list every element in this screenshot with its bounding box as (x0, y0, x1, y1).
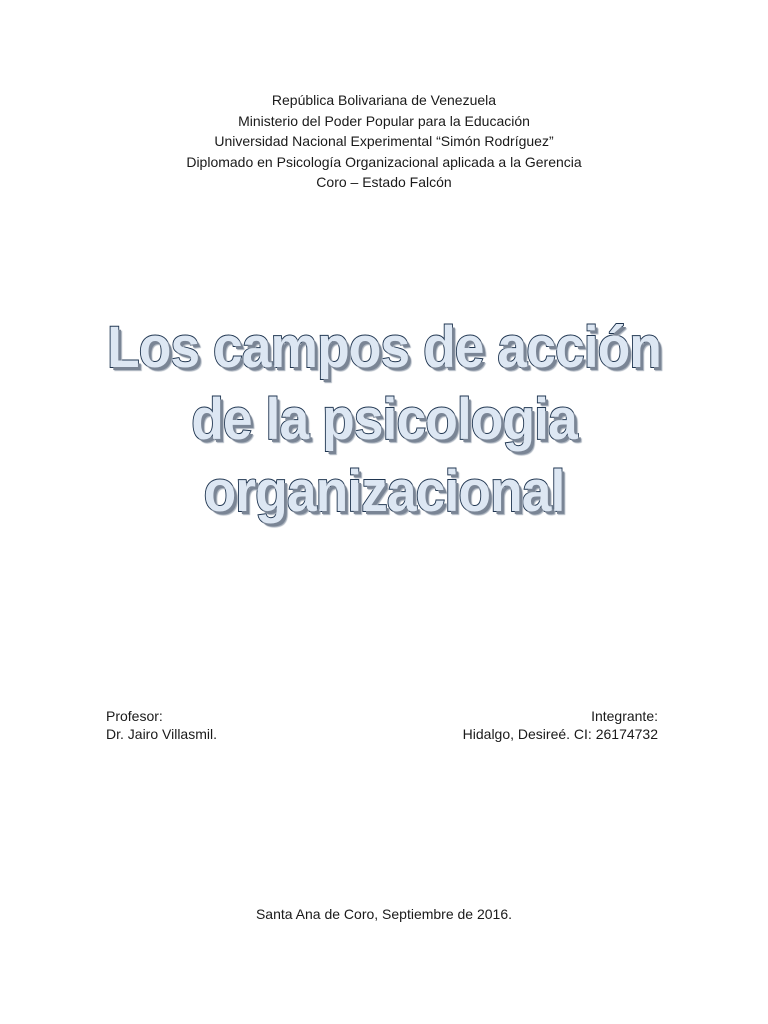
header-line-ministry: Ministerio del Poder Popular para la Educación (238, 112, 530, 129)
member-label: Integrante: (591, 708, 658, 724)
member-name: Hidalgo, Desireé. CI: 26174732 (462, 725, 658, 742)
title-line-1: Los campos de acción (107, 315, 661, 380)
title-line-3: organizacional (203, 459, 565, 524)
professor-block (106, 708, 217, 743)
institution-header (0, 90, 768, 193)
member-block (463, 708, 658, 743)
professor-name: Dr. Jairo Villasmil. (106, 725, 217, 742)
header-line-program: Diplomado en Psicología Organizacional aplicada a la Gerencia (186, 153, 582, 170)
header-line-country: República Bolivariana de Venezuela (271, 92, 497, 108)
header-line-location: Coro – Estado Falcón (316, 174, 452, 190)
place-date: Santa Ana de Coro, Septiembre de 2016. (255, 906, 513, 922)
professor-label: Profesor: (106, 708, 163, 724)
header-line-university: Universidad Nacional Experimental “Simón Rodríguez” (214, 133, 554, 149)
title-line-2: de la psicologia (191, 387, 577, 452)
document-title (0, 312, 768, 528)
